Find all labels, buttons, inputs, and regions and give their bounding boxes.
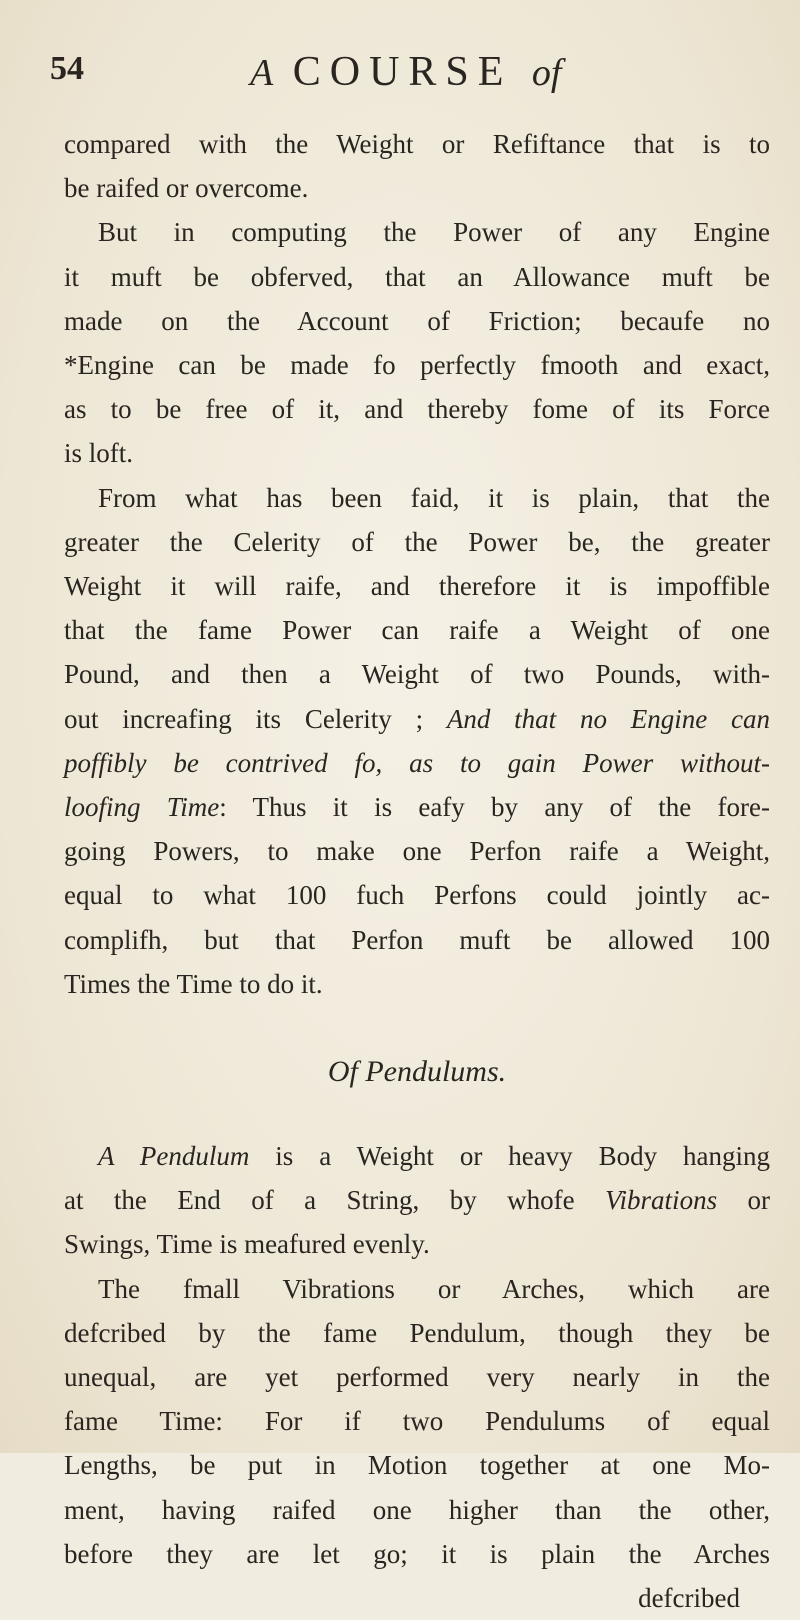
paragraph-continuation — [64, 122, 770, 210]
text-line — [64, 1134, 770, 1178]
text-line — [64, 697, 770, 741]
text-line: as to be free of it, and thereby fome of its Force — [64, 394, 770, 425]
text-run: at the End of a String, by whofe — [64, 1185, 606, 1216]
text-line: From what has been faid, it is plain, that the — [98, 482, 770, 513]
running-head-title: COURSE — [292, 49, 513, 95]
paragraph-celerity — [64, 476, 770, 1006]
page-body — [64, 122, 770, 1620]
text-line: it muft be obferved, that an Allowance muft be — [64, 261, 770, 292]
italic-run: as to gain Power without- — [409, 747, 770, 778]
italic-run: poffibly be contrived fo, — [64, 747, 410, 778]
text-line: compared with the Weight or Refiftance that is to — [64, 129, 770, 159]
text-line: Times the Time to do it. — [64, 968, 323, 999]
text-run: or — [717, 1185, 770, 1216]
text-line: before they are let go; it is plain the Arches — [64, 1538, 770, 1569]
running-head-of: of — [531, 52, 562, 94]
text-line: Weight it will raife, and therefore it is impoffible — [64, 571, 770, 602]
text-line: complifh, but that Perfon muft be allowed 100 — [64, 924, 770, 955]
text-line: Lengths, be put in Motion together at one Mo- — [64, 1450, 770, 1481]
text-line — [64, 785, 770, 829]
text-line: But in computing the Power of any Engine — [98, 217, 770, 248]
text-line: that the fame Power can raife a Weight of one — [64, 615, 770, 646]
italic-run: A Pendulum — [98, 1141, 250, 1172]
running-head — [250, 48, 561, 96]
text-line — [64, 1178, 770, 1222]
text-line: *Engine can be made fo perfectly fmooth and exact, — [64, 350, 770, 381]
text-line: Swings, Time is meafured evenly. — [64, 1229, 430, 1260]
catchword: defcribed — [638, 1583, 740, 1614]
paragraph-vibrations — [64, 1267, 770, 1576]
text-line: is loft. — [64, 438, 134, 469]
text-line: ment, having raifed one higher than the other, — [64, 1494, 770, 1525]
text-line: be raifed or overcome. — [64, 173, 309, 204]
text-run: : Thus it is eafy by any of the fore- — [219, 792, 771, 823]
italic-run: And that no Engine can — [446, 703, 770, 734]
text-line: fame Time: For if two Pendulums of equal — [64, 1406, 770, 1437]
text-line: greater the Celerity of the Power be, the greater — [64, 526, 770, 557]
text-line: made on the Account of Friction; becaufe no — [64, 305, 770, 336]
paragraph-pendulum-definition — [64, 1134, 770, 1267]
italic-run: loofing Time — [64, 792, 220, 823]
text-run: out increafing its Celerity ; — [64, 703, 447, 734]
text-line: The fmall Vibrations or Arches, which are — [98, 1273, 770, 1304]
paragraph-friction — [64, 210, 770, 475]
text-line: defcribed by the fame Pendulum, though they be — [64, 1317, 770, 1348]
text-line: unequal, are yet performed very nearly in the — [64, 1362, 770, 1393]
text-line: Pound, and then a Weight of two Pounds, with- — [64, 659, 770, 690]
page-number: 54 — [50, 50, 84, 87]
section-heading: Of Pendulums. — [327, 1055, 507, 1089]
text-line: going Powers, to make one Perfon raife a Weight, — [64, 836, 770, 867]
text-line: equal to what 100 fuch Perfons could jointly ac- — [64, 880, 770, 911]
text-line — [64, 741, 770, 785]
page-header — [50, 40, 740, 100]
text-run: is a Weight or heavy Body hanging — [249, 1141, 770, 1172]
italic-run: Vibrations — [605, 1185, 718, 1216]
running-head-article: A — [250, 52, 274, 94]
